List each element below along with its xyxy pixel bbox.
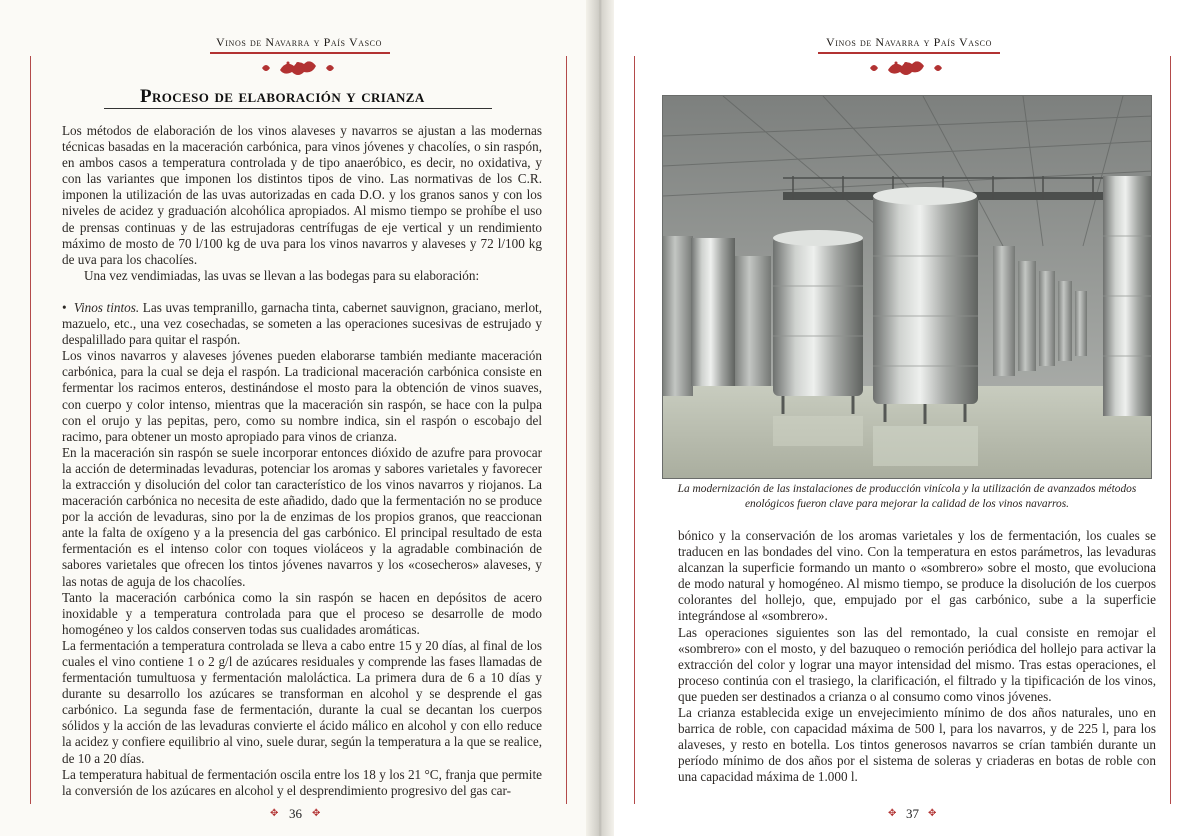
title-underline bbox=[104, 108, 492, 109]
paragraph: bónico y la conservación de los aromas varietales y los de fermentación, los cuales se traducen en las bondades del vino. Con la temperatura en estos parámetros, las levaduras alcanzan la superficie formando un manto o «sombrero» sobre el mosto, que evoluciona de modo natural y homogéneo. Al mismo tiempo, se produce la disolución de los cuerpos colorantes del hollejo, que, empujado por el gas carbónico, sube a la superficie integrándose al «sombrero». bbox=[678, 528, 1156, 624]
margin-rule-inner-right bbox=[634, 56, 635, 804]
winery-tanks-photo bbox=[662, 95, 1152, 479]
paragraph: Los vinos navarros y alaveses jóvenes pueden elaborarse también mediante maceración carbónica, para la cual se deja el raspón. La tradicional maceración carbónica consiste en fermentar los racimos enteros, destinándose el mosto para la obtención de vinos suaves, con cuerpo y color intenso, mientras que la maceración sin raspón, se hace con la pulpa con el orujo y las pepitas, pero, como su nombre indica, sin el raspón o escobajo del racimo, para obtener un mosto apropiado para vinos de crianza. bbox=[62, 348, 542, 444]
bullet-text: Las uvas tempranillo, garnacha tinta, cabernet sauvignon, graciano, merlot, mazuelo, etc., una vez cosechadas, se someten a las operaciones sucesivas de estrujado y despalillado para quitar el raspón. bbox=[62, 299, 542, 348]
paragraph: Tanto la maceración carbónica como la sin raspón se hacen en depósitos de acero inoxidable y a temperatura controlada para que el proceso se desarrolle de modo homogéneo y los caldos conserven todas sus cualidades aromáticas. bbox=[62, 589, 542, 637]
running-head-rule-left bbox=[210, 52, 390, 54]
folio-ornament-icon: ✥ bbox=[270, 808, 279, 819]
paragraph: La crianza establecida exige un envejecimiento mínimo de dos años naturales, uno en barrica de roble, con capacidad máxima de 500 l, para los navarros, y de 225 l, para los alaveses, y resto en botella. Los tintos generosos navarros se crían también durante un período mínimo de dos años por el sistema de soleras y criaderas en botas de roble con una capacidad máxima de 1.000 l. bbox=[678, 705, 1156, 785]
left-page bbox=[0, 0, 598, 836]
paragraph: Los métodos de elaboración de los vinos alaveses y navarros se ajustan a las modernas técnicas basadas en la maceración carbónica, para vinos jóvenes y chacolíes, o sin raspón, en ambos casos a temperatura controlada y de tipo anaeróbico, es decir, no oxidativa, y con las variantes que imponen los distintos tipos de vino. Las normativas de los C.R. imponen la utilización de las uvas autorizadas en cada D.O. y los granos sanos y con los niveles de acidez y graduación alcohólica apropiados. Al mismo tiempo se prohíbe el uso de prensas continuas y de las estrujadoras centrífugas de eje vertical y un rendimiento máximo de mosto de 70 l/100 kg de uva para los vinos navarros y alaveses y 72 l/100 kg de uva para los chacolíes. bbox=[62, 123, 542, 267]
paragraph: En la maceración sin raspón se suele incorporar entonces dióxido de azufre para provocar la acción de determinadas levaduras, potenciar los aromas y sabores varietales y favorecer la extracción y disolución del color tan característico de los vinos navarros y riojanos. La maceración carbónica no necesita de este añadido, dado que la fermentación no se produce por la acción de levaduras, sino por la de enzimas de los propios granos, que reaccionan ante la falta de oxígeno y a la presencia del gas carbónico. El principal resultado de esta fermentación es el intenso color con toques violáceos y la agradable combinación de sabores varietales que ofrecen los tintos jóvenes navarros y los «cosecheros» alaveses, y las notas de aguja de los chacolíes. bbox=[62, 444, 542, 589]
floral-ornament-icon bbox=[866, 58, 946, 78]
paragraph: Las operaciones siguientes son las del remontado, la cual consiste en remojar el «sombrero» con el mosto, y del bazuqueo o remoción periódica del hollejo para activar la extracción del color y lograr una mayor intensidad del mismo. Tras estas operaciones, el proceso continúa con el trasiego, la clarificación, el filtrado y la tipificación de los vinos, que pueden ser destinados a crianza o al consumo como vinos jóvenes. bbox=[678, 624, 1156, 704]
bullet-term: Vinos tintos. bbox=[73, 299, 140, 315]
folio-ornament-icon: ✥ bbox=[928, 808, 937, 819]
floral-ornament-icon bbox=[258, 58, 338, 78]
folio-ornament-icon: ✥ bbox=[888, 808, 897, 819]
bullet-icon: • bbox=[62, 299, 67, 315]
page-number: 37 bbox=[906, 806, 919, 821]
photo-caption: La modernización de las instalaciones de producción vinícola y la utilización de avanzados métodos enológicos fueron clave para mejorar la calidad de los vinos navarros. bbox=[677, 483, 1137, 510]
margin-rule-right bbox=[1170, 56, 1171, 804]
running-head-left: Vinos de Navarra y País Vasco bbox=[216, 35, 382, 49]
margin-rule-left bbox=[30, 56, 31, 804]
winery-tanks-illustration bbox=[663, 96, 1152, 479]
paragraph: La fermentación a temperatura controlada se lleva a cabo entre 15 y 20 días, al final de los cuales el vino contiene 1 o 2 g/l de azúcares residuales y comprende las fases llamadas de fermentación tumultuosa y fermentación maloláctica. La primera dura de 6 a 10 días y durante su desarrollo los azúcares se transforman en alcohol y se desprende el gas carbónico. La segunda fase de fermentación, durante la cual se decantan los cuerpos sólidos y la acción de las levaduras convierte el ácido málico en alcohol y con ello reduce la acidez y confiere equilibrio al vino, suele durar, según la temperatura a la que se realice, de 10 a 20 días. bbox=[62, 637, 542, 766]
folio-ornament-icon: ✥ bbox=[312, 808, 321, 819]
paragraph: Una vez vendimiadas, las uvas se llevan a las bodegas para su elaboración: bbox=[84, 267, 480, 283]
bullet-item bbox=[62, 300, 542, 348]
right-body-text bbox=[678, 528, 1156, 786]
section-title: Proceso de elaboración y crianza bbox=[140, 86, 425, 107]
running-head-right: Vinos de Navarra y País Vasco bbox=[826, 35, 992, 49]
page-number: 36 bbox=[289, 806, 302, 821]
paragraph: La temperatura habitual de fermentación oscila entre los 18 y los 21 °C, franja que permite la conversión de los azúcares en alcohol y el desprendimiento progresivo del gas car- bbox=[62, 766, 542, 798]
running-head-rule-right bbox=[818, 52, 1000, 54]
margin-rule-inner-left bbox=[566, 56, 567, 804]
left-body-text bbox=[62, 123, 542, 799]
